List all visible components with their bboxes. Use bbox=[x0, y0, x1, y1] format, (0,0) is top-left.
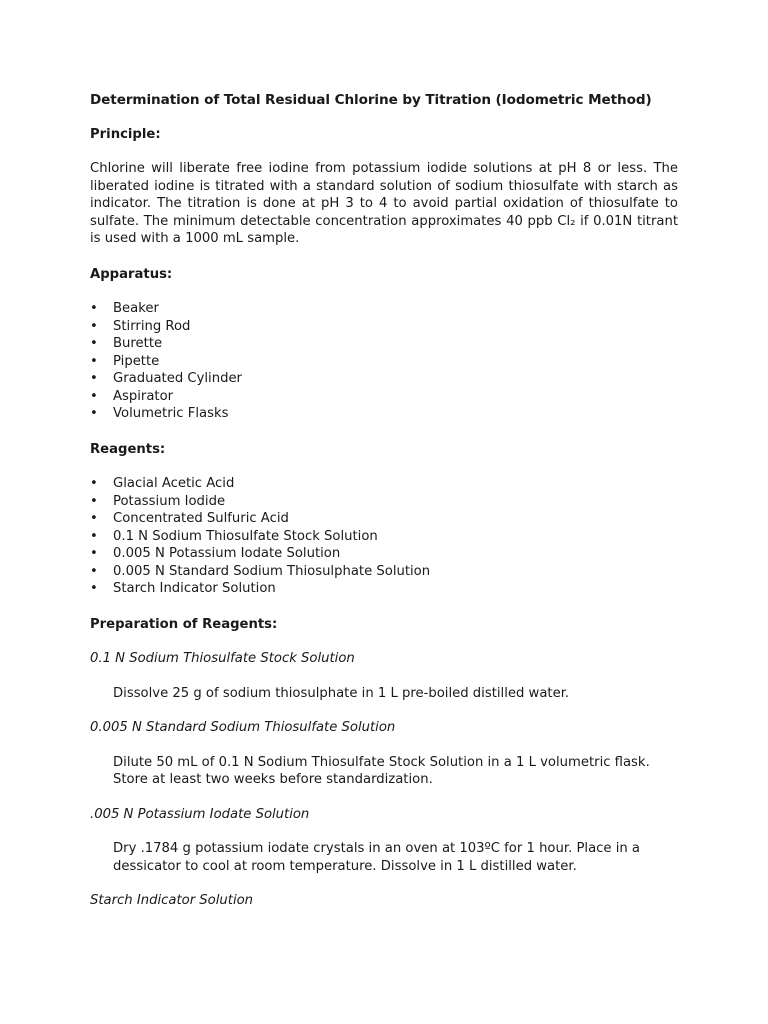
list-item: • Glacial Acetic Acid bbox=[90, 476, 235, 491]
principle-text: Chlorine will liberate free iodine from potassium iodide solutions at pH 8 or less. The liberated iodine is titrated with a standard solution of sodium thiosulfate with starch as indicator. The titration is done at pH 3 to 4 to avoid partial oxidation of thiosulfate to sulfate. The minimum detectable concentration approximates 40 ppb Cl₂ if 0.01N titrant is used with a 1000 mL sample. bbox=[90, 161, 678, 246]
bullet-icon: • bbox=[90, 528, 98, 544]
list-item: • Starch Indicator Solution bbox=[90, 581, 276, 596]
list-item: • Concentrated Sulfuric Acid bbox=[90, 511, 289, 526]
starch-indicator-subheading: Starch Indicator Solution bbox=[90, 893, 254, 908]
document-title: Determination of Total Residual Chlorine by Titration (Iodometric Method) bbox=[90, 92, 652, 108]
document-page bbox=[90, 92, 678, 927]
potassium-iodate-subheading: .005 N Potassium Iodate Solution bbox=[90, 806, 310, 822]
bullet-icon: • bbox=[90, 406, 98, 421]
bullet-icon: • bbox=[90, 546, 98, 561]
list-item: • 0.1 N Sodium Thiosulfate Stock Solution bbox=[90, 528, 378, 544]
bullet-icon: • bbox=[90, 493, 98, 509]
list-item: • Potassium Iodide bbox=[90, 493, 226, 509]
thiosulfate-stock-subheading: 0.1 N Sodium Thiosulfate Stock Solution bbox=[90, 651, 355, 666]
list-item: • Volumetric Flasks bbox=[90, 406, 229, 421]
list-item: • Beaker bbox=[90, 301, 159, 316]
bullet-icon: • bbox=[90, 318, 98, 334]
standard-thiosulfate-text: Dilute 50 mL of 0.1 N Sodium Thiosulfate Stock Solution in a 1 L volumetric flask. Store at least two weeks before standardization. bbox=[113, 754, 650, 787]
bullet-icon: • bbox=[90, 301, 98, 316]
reagents-heading: Reagents: bbox=[90, 441, 166, 457]
list-item: • Stirring Rod bbox=[90, 318, 191, 334]
list-item: • Pipette bbox=[90, 353, 160, 369]
bullet-icon: • bbox=[90, 353, 98, 369]
bullet-icon: • bbox=[90, 371, 98, 386]
apparatus-list bbox=[90, 300, 678, 423]
preparation-heading: Preparation of Reagents: bbox=[90, 616, 278, 632]
bullet-icon: • bbox=[90, 581, 98, 596]
bullet-icon: • bbox=[90, 336, 98, 351]
bullet-icon: • bbox=[90, 511, 98, 526]
bullet-icon: • bbox=[90, 476, 98, 491]
thiosulfate-stock-text: Dissolve 25 g of sodium thiosulphate in 1 L pre-boiled distilled water. bbox=[113, 685, 570, 701]
list-item: • 0.005 N Standard Sodium Thiosulphate Solution bbox=[90, 563, 431, 579]
apparatus-heading: Apparatus: bbox=[90, 266, 173, 282]
list-item: • 0.005 N Potassium Iodate Solution bbox=[90, 546, 341, 561]
list-item: • Burette bbox=[90, 336, 163, 351]
list-item: • Graduated Cylinder bbox=[90, 371, 242, 386]
standard-thiosulfate-subheading: 0.005 N Standard Sodium Thiosulfate Solution bbox=[90, 720, 396, 735]
bullet-icon: • bbox=[90, 563, 98, 579]
list-item: • Aspirator bbox=[90, 388, 174, 404]
potassium-iodate-text: Dry .1784 g potassium iodate crystals in an oven at 103ºC for 1 hour. Place in a dessicator to cool at room temperature. Dissolve in 1 L distilled water. bbox=[113, 841, 641, 874]
principle-heading: Principle: bbox=[90, 126, 161, 142]
reagents-list bbox=[90, 475, 678, 598]
bullet-icon: • bbox=[90, 388, 98, 404]
